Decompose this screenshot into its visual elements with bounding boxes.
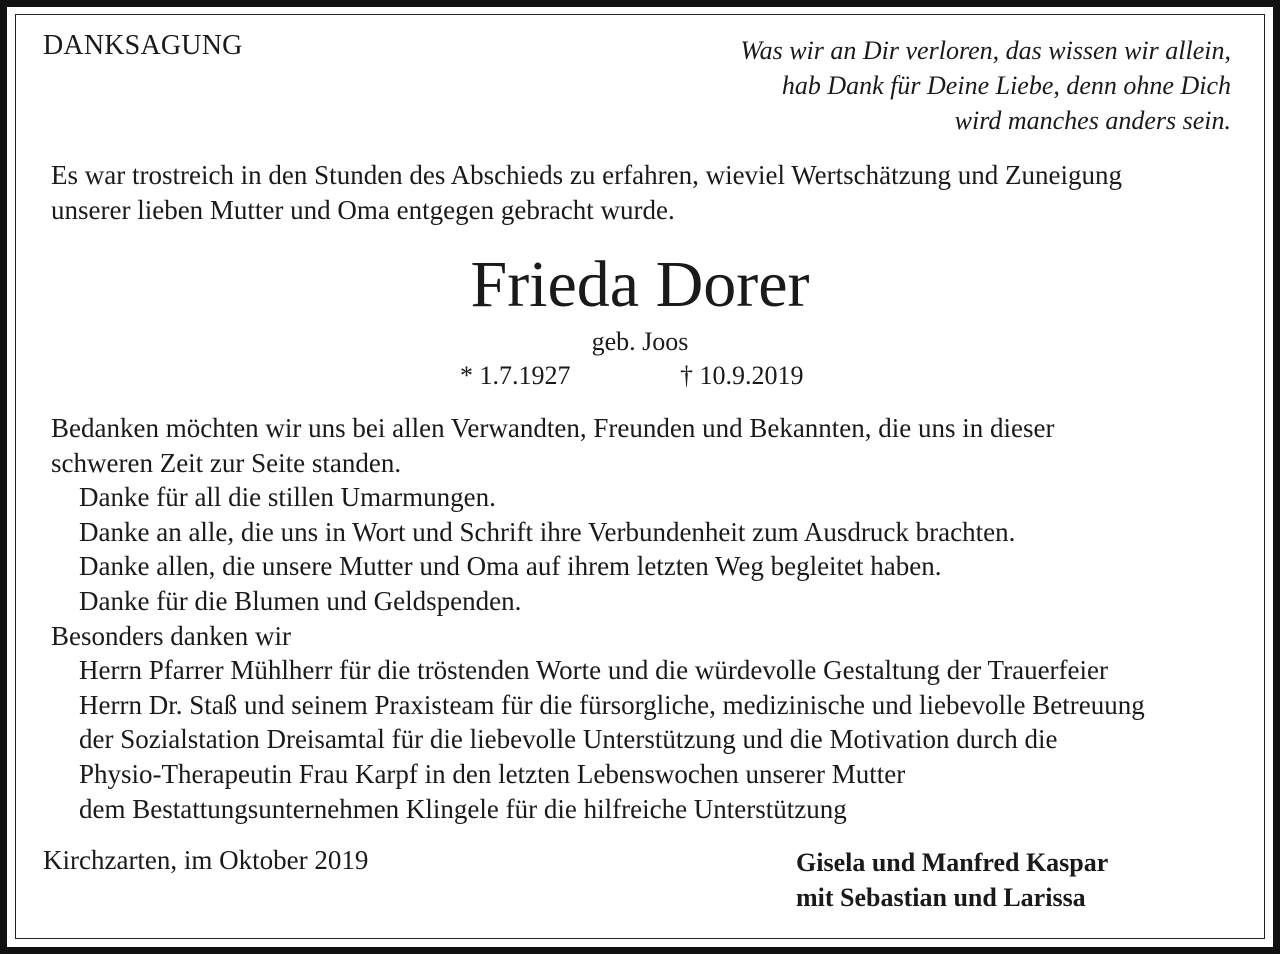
special-line: Physio-Therapeutin Frau Karpf in den letzten Lebenswochen unserer Mutter [79, 758, 906, 789]
poem-line: hab Dank für Deine Liebe, denn ohne Dich [781, 71, 1231, 100]
thanks-line: Danke an alle, die uns in Wort und Schrift ihre Verbundenheit zum Ausdruck brachten. [79, 516, 1016, 547]
special-line: Herrn Dr. Staß und seinem Praxisteam für die fürsorgliche, medizinische und liebevolle Betreuung [79, 689, 1145, 720]
notice-heading: DANKSAGUNG [43, 30, 243, 61]
birth-date: * 1.7.1927 [460, 361, 571, 390]
poem-line: Was wir an Dir verloren, das wissen wir allein, [740, 36, 1231, 65]
body-line: schweren Zeit zur Seite standen. [51, 447, 402, 478]
maiden-name: geb. Joos [591, 327, 689, 356]
special-heading: Besonders danken wir [51, 620, 291, 651]
thanks-line: Danke für all die stillen Umarmungen. [79, 482, 496, 513]
deceased-name: Frieda Dorer [470, 248, 810, 321]
special-line: Herrn Pfarrer Mühlherr für die tröstenden Worte und die würdevolle Gestaltung der Trauerfeier [79, 655, 1108, 686]
thanks-line: Danke allen, die unsere Mutter und Oma auf ihrem letzten Weg begleitet haben. [79, 551, 942, 582]
signature-block [796, 845, 1108, 915]
poem-line: wird manches anders sein. [954, 106, 1231, 135]
intro-line: Es war trostreich in den Stunden des Abschieds zu erfahren, wieviel Wertschätzung und Zuneigung [51, 160, 1123, 190]
place-and-date: Kirchzarten, im Oktober 2019 [43, 845, 369, 875]
poem [740, 33, 1231, 138]
thanks-line: Danke für die Blumen und Geldspenden. [79, 585, 522, 616]
signature-line: mit Sebastian und Larissa [796, 883, 1086, 912]
body-line: Bedanken möchten wir uns bei allen Verwandten, Freunden und Bekannten, die uns in dieser [51, 413, 1055, 443]
intro-line: unserer lieben Mutter und Oma entgegen gebracht wurde. [51, 195, 675, 225]
special-line: dem Bestattungsunternehmen Klingele für die hilfreiche Unterstützung [79, 793, 847, 824]
special-line: der Sozialstation Dreisamtal für die liebevolle Unterstützung und die Motivation durch die [79, 724, 1058, 755]
signature-line: Gisela und Manfred Kaspar [796, 848, 1109, 877]
death-date: † 10.9.2019 [680, 361, 804, 390]
thanks-body [51, 411, 1145, 826]
intro-paragraph [51, 158, 1122, 228]
